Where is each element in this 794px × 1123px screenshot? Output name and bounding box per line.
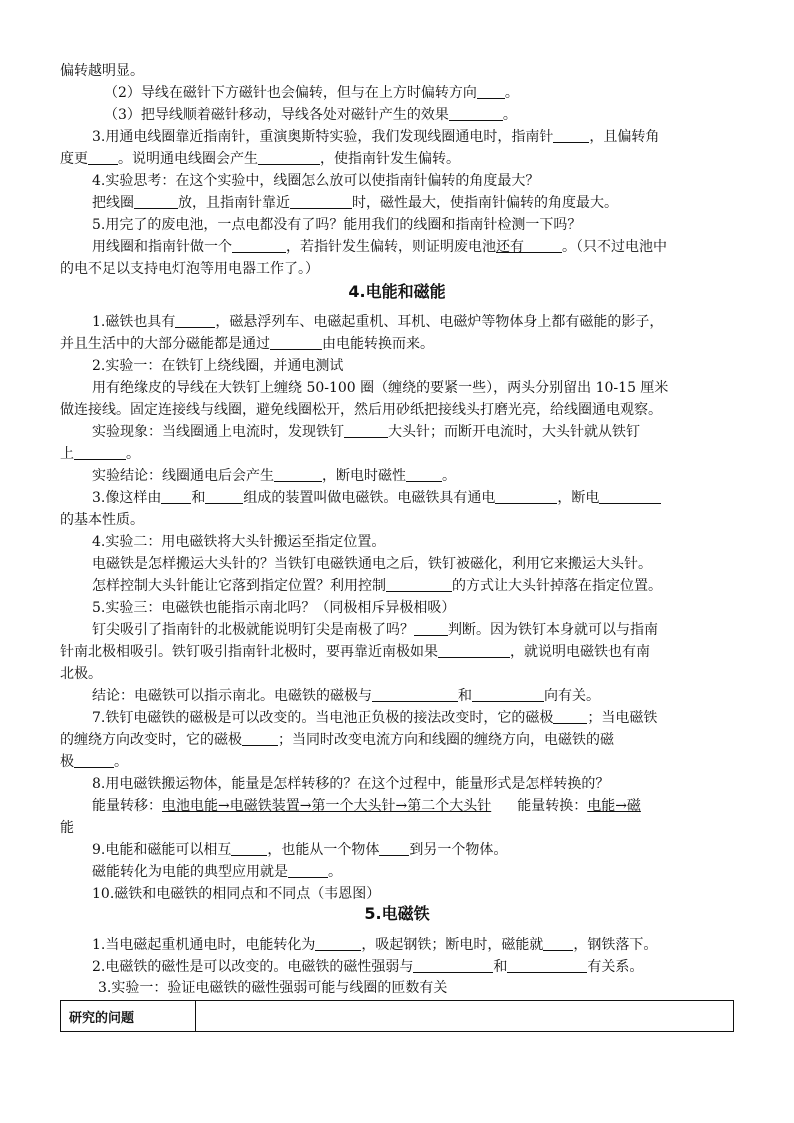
text-line: 3.用通电线圈靠近指南针，重演奥斯特实验，我们发现线圈通电时，指南针 ，且偏转角 [92, 129, 660, 145]
answer-blank[interactable] [258, 150, 320, 165]
answer-blank[interactable] [477, 84, 505, 99]
answer-blank[interactable] [438, 643, 510, 658]
text-line: 磁能转化为电能的典型应用就是 。 [92, 864, 342, 880]
answer-blank[interactable] [270, 335, 322, 350]
text-line: 的电不足以支持电灯泡等用电器工作了。） [60, 261, 319, 277]
text-line: 结论：电磁铁可以指示南北。电磁铁的磁极与 和 向有关。 [92, 688, 600, 704]
answer-blank[interactable] [524, 238, 562, 253]
answer-blank[interactable] [495, 489, 557, 504]
answer-blank[interactable] [232, 238, 286, 253]
answer-blank[interactable] [231, 841, 267, 856]
answer-blank[interactable] [274, 467, 322, 482]
text-line: 度更 。说明通电线圈会产生 ，使指南针发生偏转。 [60, 151, 460, 167]
text-line: 2.实验一：在铁钉上绕线圈，并通电测试 [92, 358, 344, 374]
text-line: 偏转越明显。 [60, 63, 144, 79]
text-line: 4.实验思考：在这个实验中，线圈怎么放可以使指南针偏转的角度最大？ [92, 173, 540, 189]
table-row [61, 1001, 734, 1032]
answer-blank[interactable] [386, 577, 452, 592]
text-line: 实验结论：线圈通电后会产生 ，断电时磁性 。 [92, 468, 456, 484]
experiment-table [60, 1000, 734, 1032]
text-line: 针南北极相吸引。铁钉吸引指南针北极时，要再靠近南极如果 ，就说明电磁铁也有南 [60, 644, 650, 660]
text-line: 的基本性质。 [60, 512, 144, 528]
section-title: 4.电能和磁能 [348, 282, 446, 301]
text-line: 实验现象：当线圈通上电流时，发现铁钉 大头针；而断开电流时，大头针就从铁钉 [92, 424, 640, 440]
table-answer-cell[interactable] [196, 1001, 734, 1032]
answer-blank[interactable] [74, 753, 114, 768]
answer-blank[interactable] [406, 467, 442, 482]
answer-blank[interactable] [161, 489, 191, 504]
answer-blank[interactable] [507, 958, 587, 973]
text-line: 5.实验三：电磁铁也能指示南北吗？（同极相斥异极相吸） [92, 600, 456, 616]
answer-blank[interactable] [472, 687, 544, 702]
section-title: 5.电磁铁 [364, 904, 430, 923]
text-line: （2）导线在磁针下方磁针也会偏转，但与在上方时偏转方向 。 [104, 85, 519, 101]
answer-blank[interactable] [543, 936, 573, 951]
answer-blank[interactable] [290, 194, 352, 209]
answer-blank[interactable] [599, 489, 661, 504]
answer-blank[interactable] [288, 863, 328, 878]
text-line: 7.铁钉电磁铁的磁极是可以改变的。当电池正负极的接法改变时，它的磁极 ；当电磁铁 [92, 710, 658, 726]
text-line: 并且生活中的大部分磁能都是通过 由电能转换而来。 [60, 336, 434, 352]
answer-blank[interactable] [372, 687, 458, 702]
answer-blank[interactable] [449, 106, 503, 121]
text-line: 2.电磁铁的磁性是可以改变的。电磁铁的磁性强弱与 和 有关系。 [92, 959, 644, 975]
answer-blank[interactable] [134, 194, 178, 209]
text-line: 钉尖吸引了指南针的北极就能说明钉尖是南极了吗？ 判断。因为铁钉本身就可以与指南 [92, 622, 658, 638]
text-line: 极 。 [60, 754, 128, 770]
text-line: 用有绝缘皮的导线在大铁钉上缠绕 50-100 圈（缠绕的要紧一些），两头分别留出 10-15 厘米 [92, 380, 669, 396]
answer-blank[interactable] [344, 423, 388, 438]
answer-blank[interactable] [175, 313, 215, 328]
text-line: 北极。 [60, 666, 102, 682]
answer-blank[interactable] [242, 731, 278, 746]
text-line: 电磁铁是怎样搬运大头针的？当铁钉电磁铁通电之后，铁钉被磁化，利用它来搬运大头针。 [92, 556, 652, 572]
answer-blank[interactable] [553, 709, 587, 724]
text-line: 用线圈和指南针做一个 ，若指针发生偏转，则证明废电池还有 。（只不过电池中 [92, 239, 667, 255]
text-line: 4.实验二：用电磁铁将大头针搬运至指定位置。 [92, 534, 386, 550]
text-line: 8.用电磁铁搬运物体，能量是怎样转移的？在这个过程中，能量形式是怎样转换的？ [92, 776, 610, 792]
text-line: 3.实验一：验证电磁铁的磁性强弱可能与线圈的匝数有关 [98, 980, 448, 996]
text-line: 上 。 [60, 446, 140, 462]
answer-blank[interactable] [414, 621, 448, 636]
text-line: 能 [60, 820, 74, 836]
answer-blank[interactable] [315, 936, 361, 951]
answer-blank[interactable] [88, 150, 118, 165]
text-line: （3）把导线顺着磁针移动，导线各处对磁针产生的效果 。 [104, 107, 517, 123]
text-line: 3.像这样由 和 组成的装置叫做电磁铁。电磁铁具有通电 ，断电 [92, 487, 740, 509]
answer-blank[interactable] [74, 445, 126, 460]
text-line: 把线圈 放，且指南针靠近 时，磁性最大，使指南针偏转的角度最大。 [92, 195, 618, 211]
answer-blank[interactable] [379, 841, 409, 856]
text-line: 1.磁铁也具有 ，磁悬浮列车、电磁起重机、耳机、电磁炉等物体身上都有磁能的影子， [92, 314, 664, 330]
answer-blank[interactable] [205, 489, 243, 504]
text-line: 5.用完了的废电池，一点电都没有了吗？能用我们的线圈和指南针检测一下吗？ [92, 217, 582, 233]
text-line: 做连接线。固定连接线与线圈，避免线圈松开，然后用砂纸把接线头打磨光亮，给线圈通电观察。 [60, 402, 662, 418]
text-line: 的缠绕方向改变时，它的磁极 ；当同时改变电流方向和线圈的缠绕方向，电磁铁的磁 [60, 732, 614, 748]
table-label-cell: 研究的问题 [61, 1001, 196, 1032]
text-line: 10.磁铁和电磁铁的相同点和不同点（韦恩图） [92, 886, 381, 902]
text-line: 能量转移：电池电能→电磁铁装置→第一个大头针→第二个大头针 能量转换：电能→磁 [92, 798, 641, 814]
answer-blank[interactable] [553, 128, 589, 143]
text-line: 9.电能和磁能可以相互 ，也能从一个物体 到另一个物体。 [92, 842, 508, 858]
text-line: 1.当电磁起重机通电时，电能转化为 ，吸起钢铁；断电时，磁能就 ，钢铁落下。 [92, 937, 658, 953]
text-line: 怎样控制大头针能让它落到指定位置？利用控制 的方式让大头针掉落在指定位置。 [92, 578, 662, 594]
answer-blank[interactable] [413, 958, 493, 973]
